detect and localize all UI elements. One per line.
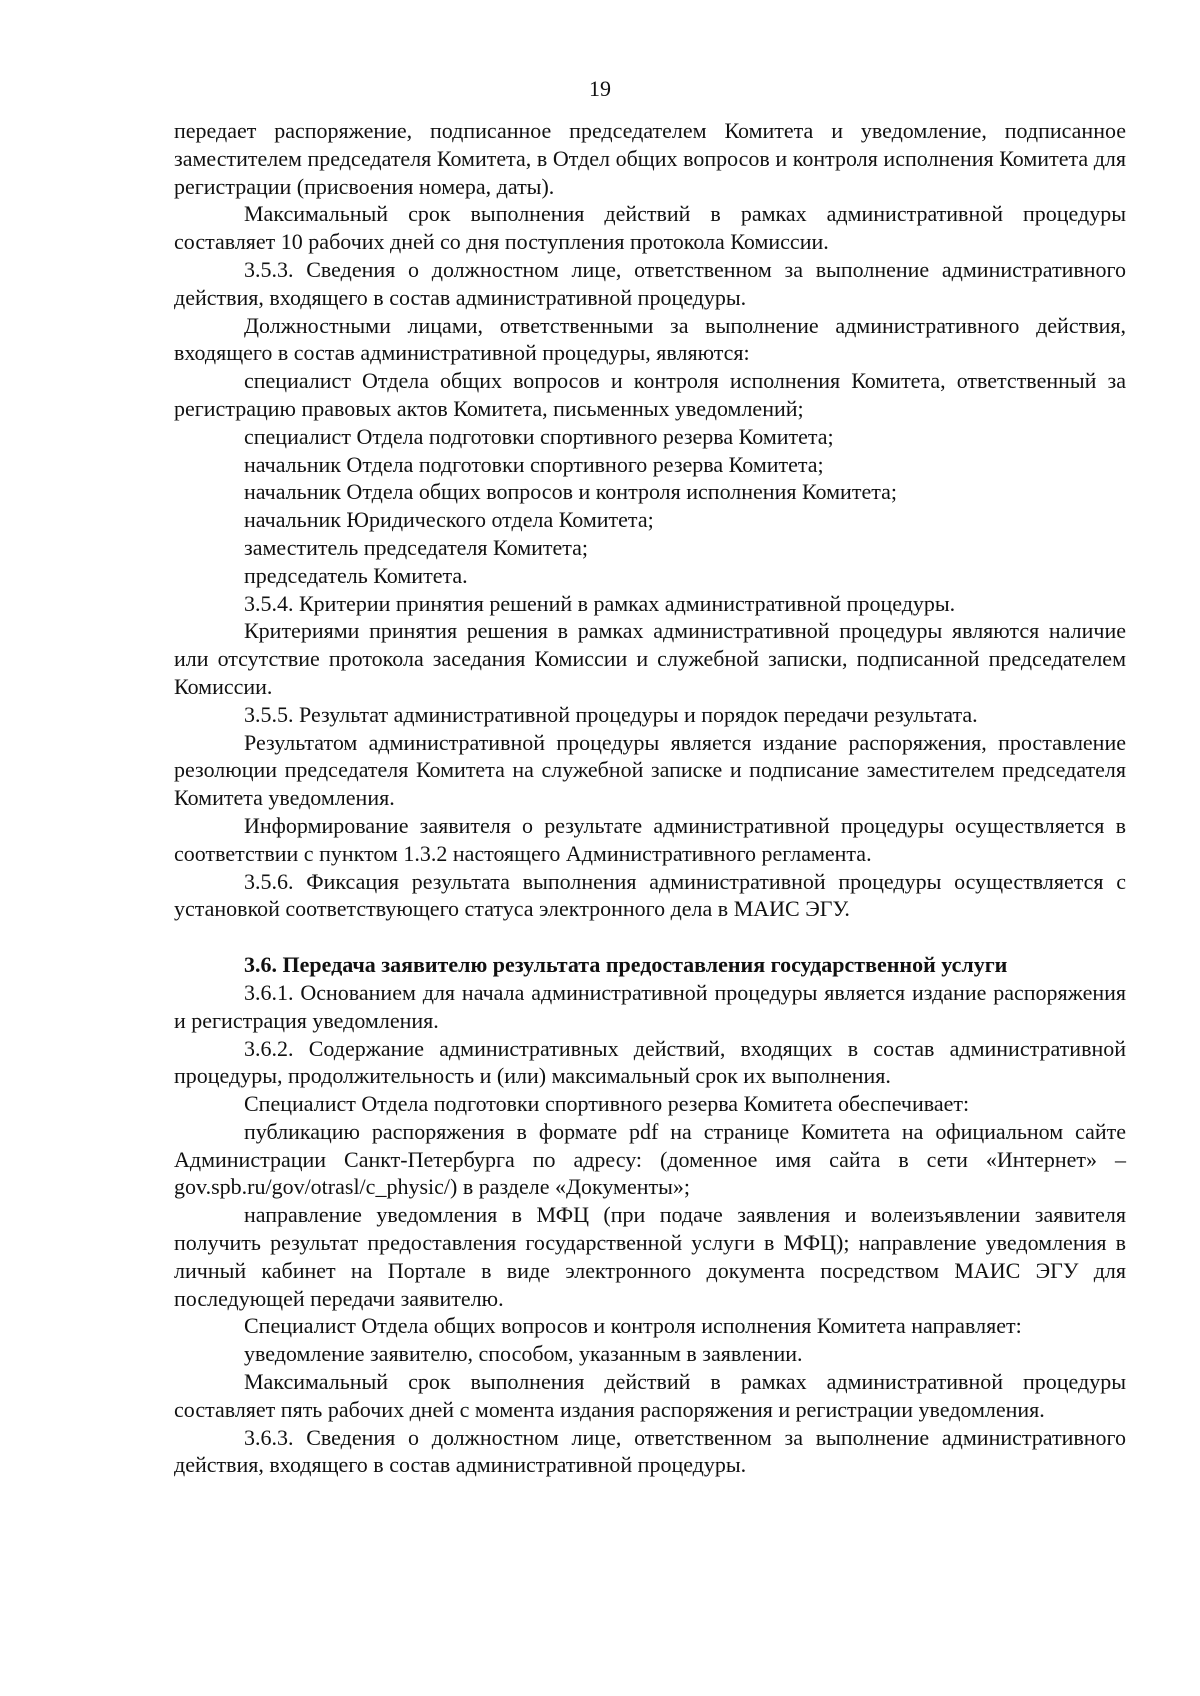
paragraph: Максимальный срок выполнения действий в рамках административной процедуры составляет 10 рабочих дней со дня поступления протокола Комиссии.	[174, 201, 1126, 255]
paragraph: Результатом административной процедуры является издание распоряжения, проставление резолюции председателя Комитета на служебной записке и подписание заместителем председателя Комитета уведомления.	[174, 729, 1126, 811]
paragraph: публикацию распоряжения в формате pdf на странице Комитета на официальном сайте Администрации Санкт-Петербурга по адресу: (доменное имя сайта в сети «Интернет» – gov.spb.ru/gov/otrasl/c_physic/) в разделе «Документы»;	[174, 1118, 1126, 1200]
paragraph: 3.5.4. Критерии принятия решений в рамках административной процедуры.	[244, 590, 956, 616]
paragraph: 3.5.3. Сведения о должностном лице, ответственном за выполнение административного действия, входящего в состав административной процедуры.	[174, 256, 1126, 310]
section-heading: 3.6. Передача заявителю результата предоставления государственной услуги	[244, 952, 1008, 978]
paragraph: Максимальный срок выполнения действий в рамках административной процедуры составляет пять рабочих дней с момента издания распоряжения и регистрации уведомления.	[174, 1369, 1126, 1422]
page-number: 19	[589, 76, 611, 101]
paragraph: Специалист Отдела подготовки спортивного резерва Комитета обеспечивает:	[244, 1091, 970, 1117]
paragraph: уведомление заявителю, способом, указанным в заявлении.	[244, 1341, 803, 1367]
list-item: специалист Отдела подготовки спортивного резерва Комитета;	[244, 423, 834, 449]
list-item: специалист Отдела общих вопросов и контроля исполнения Комитета, ответственный за регистрацию правовых актов Комитета, письменных уведомлений;	[174, 368, 1126, 421]
paragraph: Должностными лицами, ответственными за выполнение административного действия, входящего в состав административной процедуры, являются:	[174, 312, 1126, 366]
paragraph: Специалист Отдела общих вопросов и контроля исполнения Комитета направляет:	[244, 1313, 1022, 1339]
document-body	[174, 117, 1126, 1479]
paragraph: 3.6.3. Сведения о должностном лице, ответственном за выполнение административного действия, входящего в состав административной процедуры.	[174, 1424, 1126, 1478]
list-item: председатель Комитета.	[244, 562, 468, 588]
paragraph: направление уведомления в МФЦ (при подаче заявления и волеизъявлении заявителя получить результат предоставления государственной услуги в МФЦ); направление уведомления в личный кабинет на Портале в виде электронного документа посредством МАИС ЭГУ для последующей передачи заявителю.	[174, 1202, 1126, 1311]
paragraph: 3.6.1. Основанием для начала административной процедуры является издание распоряжения и регистрация уведомления.	[174, 979, 1126, 1033]
paragraph: передает распоряжение, подписанное председателем Комитета и уведомление, подписанное заместителем председателя Комитета, в Отдел общих вопросов и контроля исполнения Комитета для регистрации (присвоения номера, даты).	[174, 118, 1126, 199]
list-item: начальник Юридического отдела Комитета;	[244, 507, 654, 533]
paragraph: Критериями принятия решения в рамках административной процедуры являются наличие или отсутствие протокола заседания Комиссии и служебной записки, подписанной председателем Комиссии.	[174, 618, 1126, 699]
list-item: начальник Отдела подготовки спортивного резерва Комитета;	[244, 451, 824, 477]
paragraph: 3.5.5. Результат административной процедуры и порядок передачи результата.	[244, 701, 978, 727]
paragraph: Информирование заявителя о результате административной процедуры осуществляется в соответствии с пунктом 1.3.2 настоящего Административного регламента.	[174, 812, 1126, 866]
paragraph: 3.6.2. Содержание административных действий, входящих в состав административной процедуры, продолжительность и (или) максимальный срок их выполнения.	[174, 1035, 1126, 1089]
list-item: заместитель председателя Комитета;	[244, 534, 589, 560]
paragraph: 3.5.6. Фиксация результата выполнения административной процедуры осуществляется с установкой соответствующего статуса электронного дела в МАИС ЭГУ.	[174, 868, 1126, 922]
list-item: начальник Отдела общих вопросов и контроля исполнения Комитета;	[244, 479, 897, 505]
